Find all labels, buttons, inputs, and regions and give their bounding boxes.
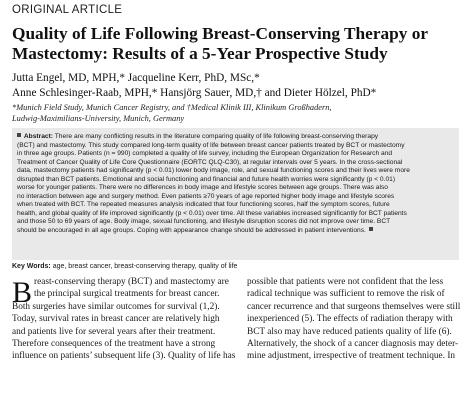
- affiliations: [12, 103, 464, 124]
- drop-cap: B: [12, 276, 33, 309]
- body-column-right: [247, 276, 460, 363]
- abstract-line: and those 50 to 69 years of age. Body image, sexual functioning, and lifestyle disruption scores did not improve over time. BCT: [17, 218, 391, 225]
- abstract-line: when treated with BCT. The repeated measures analysis indicated that four functioning scores, half the symptom scores, future: [17, 201, 390, 208]
- body-line: possible that patients were not confident that the less: [247, 277, 444, 287]
- abstract-line: no interaction between age and surgery method. Even patients ≥70 years of age reported higher body image and lifestyle scores: [17, 192, 395, 200]
- article-title: [12, 24, 464, 64]
- author-line: Anne Schlesinger-Raab, MPH,* Hansjörg Sauer, MD,† and Dieter Hölzel, PhD*: [12, 86, 377, 99]
- body-line: Both surgeries have similar outcomes for survival (1,2).: [12, 301, 220, 312]
- body-line: Alternatively, the shock of a cancer diagnosis may deter-: [247, 339, 459, 350]
- abstract-label: Abstract:: [23, 133, 54, 140]
- abstract-line: data, mastectomy patients had significantly (p < 0.01) lower body image, role, and sexual functioning scores and their lives were more: [17, 167, 410, 174]
- affiliation-line: Ludwig-Maximilians-University, Munich, Germany: [12, 113, 185, 123]
- author-line: Jutta Engel, MD, MPH,* Jacqueline Kerr, PhD, MSc,*: [12, 72, 260, 84]
- keywords: [12, 262, 459, 271]
- abstract-line: in three age groups. Patients (n = 990) completed a quality of life survey, including the European Organization for Research and: [17, 150, 393, 157]
- affiliation-line: *Munich Field Study, Munich Cancer Registry, and †Medical Klinik III, Klinikum Großhadern,: [12, 103, 332, 112]
- abstract: [17, 133, 457, 235]
- abstract-line: [17, 133, 457, 142]
- abstract-text: There are many conflicting results in the literature comparing quality of life following breast-conserving therapy: [54, 133, 379, 140]
- square-end-icon: [369, 227, 373, 231]
- title-line: Quality of Life Following Breast-Conserving Therapy or: [12, 24, 429, 43]
- body-line: BCT also may have reduced patients quality of life (6).: [247, 326, 452, 337]
- body-line: inexperienced (5). The effects of radiation therapy with: [247, 314, 453, 325]
- abstract-line: Treatment of Cancer Quality of Life Core Questionnaire (EORTC QLQ-C30), at regular intervals over 5 years. In the cross-sectional: [17, 158, 403, 166]
- abstract-line: (BCT) and mastectomy. This study compared long-term quality of life between breast cancer patients treated by BCT or mastectomy: [17, 141, 405, 149]
- section-label: ORIGINAL ARTICLE: [12, 4, 123, 16]
- body-line: radical technique was sufficient to remove the risk of: [247, 289, 445, 300]
- body-line: mine adjustment, irrespective of treatment technique. In: [247, 351, 456, 362]
- body-line: and patients live for several years after their treatment.: [12, 326, 216, 337]
- body-line: influence on patients’ subsequent life (3). Quality of life has: [12, 351, 236, 362]
- title-line: Mastectomy: Results of a 5-Year Prospective Study: [12, 44, 388, 63]
- abstract-line: disrupted than BCT patients. Emotional and social functioning and financial and future health worries were significantly (p < 0.01): [17, 175, 396, 183]
- body-column-left: [12, 276, 236, 363]
- body-line: Therefore consequences of the treatment have a strong: [12, 339, 216, 350]
- abstract-line: [17, 227, 457, 236]
- abstract-line: worse for younger patients. There were no differences in body image and lifestyle scores between age groups. There was also: [17, 184, 388, 191]
- body-line: cancer recurrence and that surgeons themselves were still: [247, 301, 461, 312]
- body-line: the principal surgical treatments for breast cancer.: [34, 289, 220, 300]
- keywords-label: Key Words:: [12, 263, 51, 270]
- square-bullet-icon: [17, 133, 21, 137]
- abstract-text: should be encouraged in all age groups. Coping with appearance change should be addressed in patient interventions.: [17, 226, 366, 234]
- body-line: reast-conserving therapy (BCT) and mastectomy are: [34, 277, 229, 287]
- keywords-text: age, breast cancer, breast-conserving therapy, quality of life: [52, 263, 238, 270]
- author-list: [12, 71, 464, 100]
- body-line: Today, survival rates in breast cancer are relatively high: [12, 314, 220, 325]
- abstract-line: health, and global quality of life improved significantly (p < 0.01) over time. All these variables increased significantly for BCT patients: [17, 209, 407, 217]
